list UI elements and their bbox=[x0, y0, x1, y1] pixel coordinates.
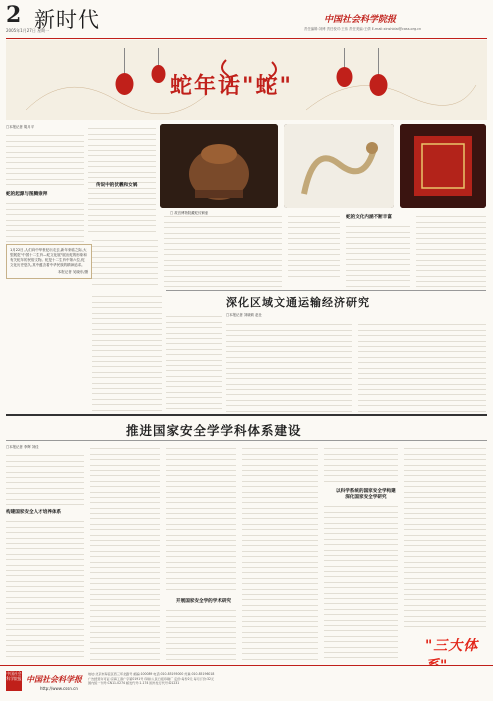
article-title: 推进国家安全学学科体系建设 bbox=[126, 423, 302, 438]
photo-caption: □ 故宫博物院藏蛇纹铜壶 bbox=[170, 211, 209, 215]
subhead: 构建国家安全人才培养体系 bbox=[6, 510, 62, 515]
column-13 bbox=[90, 444, 160, 662]
section-divider bbox=[166, 290, 486, 291]
subhead-line-2: 深化国家安全学研究 bbox=[345, 495, 387, 500]
body-text bbox=[6, 199, 84, 245]
column-1 bbox=[6, 124, 84, 245]
footer-info-line-3: 国内统一刊号:CN11-0274 邮发代号:1-174 国外发行代号:D1231 bbox=[88, 681, 180, 686]
byline: □本报记者 胡月平 bbox=[6, 125, 35, 129]
footer-info-line-2: 广告经营许可证:京海工商广字第0191号 印刷:人民日报印刷厂 定价:每份2元 每月订价:32元 bbox=[88, 676, 215, 681]
page-number: 2 bbox=[6, 2, 22, 28]
subhead bbox=[336, 488, 396, 500]
column-10 bbox=[226, 320, 352, 412]
footer-info-line-1: 地址:北京市海淀区西三环北路号 邮编:100089 电话:010-85195000 传真:010-85196018 bbox=[88, 672, 215, 676]
section-divider bbox=[6, 440, 487, 441]
photo-jade-figure bbox=[284, 124, 394, 208]
column-15 bbox=[242, 444, 318, 662]
photo-quote-box bbox=[6, 244, 92, 279]
footer-paper-name: 中国社会科学报 bbox=[26, 674, 82, 684]
header-divider bbox=[6, 38, 487, 39]
column-3 bbox=[92, 236, 158, 288]
feature-title: 蛇年话"蛇" bbox=[170, 73, 293, 99]
article-title: 深化区域文通运输经济研究 bbox=[226, 296, 370, 309]
byline: □本报记者 刘晓莉 赵仕 bbox=[226, 313, 262, 317]
photo-bronze-vessel bbox=[160, 124, 278, 208]
body-text bbox=[6, 131, 84, 189]
footer-badge: 中国社会科学院报 bbox=[6, 671, 22, 691]
column-12 bbox=[6, 444, 84, 661]
badge-title: "三大体 bbox=[425, 638, 479, 654]
column-4 bbox=[164, 212, 282, 288]
column-6 bbox=[346, 222, 410, 288]
subhead-line-1: 以科学系统的国家安全学构建 bbox=[336, 489, 396, 494]
column-9 bbox=[166, 312, 222, 412]
masthead-logo: 中国社会科学院报 bbox=[324, 15, 397, 25]
quote-text: 1月22日,人们向中华世纪坛走去,新年来临之际,大型展览"中国十二生肖—蛇文化展"展出蛇的形象和有关蛇年的民俗文物。蛇是十二生肖中第六位,蛇文化历史悠久,其中蕴含着中华民族的精神追求。 bbox=[10, 248, 87, 267]
byline: □本报记者 李辉 刘佳 bbox=[6, 445, 39, 449]
body-text bbox=[6, 451, 84, 507]
subhead: 蛇的文化内涵不断丰富 bbox=[346, 215, 392, 220]
column-2 bbox=[88, 124, 156, 234]
column-16 bbox=[324, 444, 398, 486]
subhead: 开展国家安全学的学术研究 bbox=[176, 599, 232, 604]
column-14b bbox=[166, 606, 236, 662]
quote-byline: 本报记者 吴晓东/摄 bbox=[57, 270, 88, 274]
column-14 bbox=[166, 444, 236, 594]
footer-url[interactable]: http://www.cssn.cn bbox=[40, 686, 78, 691]
editor-credits: 责任编辑:刘博 责任校对:王伟 责任美编:王倩 E-mail:xinshidai@cass.org.cn bbox=[304, 27, 422, 31]
section-title: 新时代 bbox=[34, 8, 100, 32]
column-7 bbox=[416, 212, 486, 288]
footer-info bbox=[88, 672, 428, 686]
column-5 bbox=[288, 212, 340, 288]
column-17 bbox=[404, 444, 486, 632]
body-text bbox=[6, 517, 84, 661]
column-badge bbox=[425, 635, 487, 665]
subhead: 传说中的伏羲和女娲 bbox=[96, 183, 138, 188]
section-divider bbox=[6, 414, 487, 416]
column-16b bbox=[324, 502, 398, 662]
subhead: 蛇的起源与图腾崇拜 bbox=[6, 192, 48, 197]
photo-red-seal bbox=[400, 124, 486, 208]
issue-date: 2005年1月27日 星期一 bbox=[6, 28, 50, 33]
column-11 bbox=[358, 320, 486, 412]
column-8 bbox=[92, 292, 162, 412]
